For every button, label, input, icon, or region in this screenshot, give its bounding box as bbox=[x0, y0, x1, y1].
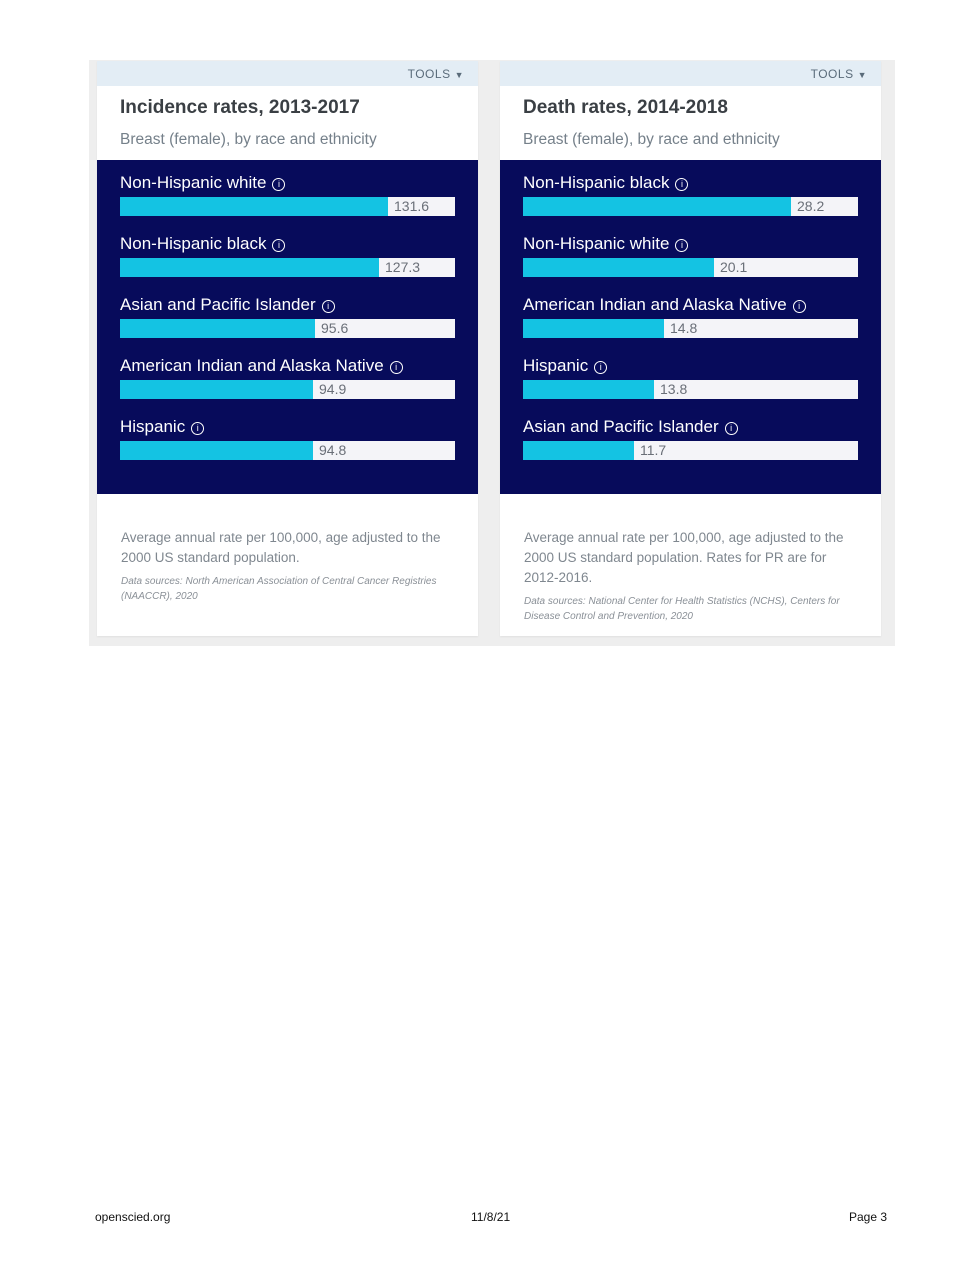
info-icon[interactable]: i bbox=[390, 361, 403, 374]
bar-row bbox=[523, 355, 858, 397]
note-text: Average annual rate per 100,000, age adjusted to the 2000 US standard population. bbox=[121, 530, 441, 565]
category-label bbox=[120, 233, 455, 255]
category-label bbox=[523, 355, 858, 377]
bar bbox=[120, 441, 313, 460]
bar-panel bbox=[500, 160, 881, 494]
note-text: Average annual rate per 100,000, age adjusted to the 2000 US standard population. Rates for PR are for 2012-2016. bbox=[524, 530, 844, 585]
category-label bbox=[120, 416, 455, 438]
bar-value-label: 11.7 bbox=[640, 442, 667, 458]
bar-row bbox=[120, 416, 455, 458]
toolbar bbox=[500, 61, 881, 86]
category-label bbox=[523, 233, 858, 255]
death-card bbox=[500, 61, 881, 636]
bar-row bbox=[523, 233, 858, 275]
tools-button[interactable]: TOOLS ▼ bbox=[810, 67, 867, 81]
bar-track bbox=[523, 319, 858, 338]
tools-button[interactable]: TOOLS ▼ bbox=[407, 67, 464, 81]
category-text: Non-Hispanic black bbox=[523, 173, 670, 192]
bar-value-label: 95.6 bbox=[321, 320, 349, 336]
category-label bbox=[523, 172, 858, 194]
category-label bbox=[523, 416, 858, 438]
bar-panel bbox=[97, 160, 478, 494]
bar-row bbox=[120, 233, 455, 275]
category-text: American Indian and Alaska Native bbox=[523, 295, 787, 314]
bar-track bbox=[120, 197, 455, 216]
category-text: Non-Hispanic white bbox=[120, 173, 267, 192]
chart-note bbox=[524, 528, 859, 624]
bar-value-label: 14.8 bbox=[670, 320, 698, 336]
category-text: Non-Hispanic white bbox=[523, 234, 670, 253]
footer-date: 11/8/21 bbox=[471, 1210, 511, 1224]
bar-track bbox=[523, 197, 858, 216]
bar-value-label: 94.8 bbox=[319, 442, 347, 458]
bar bbox=[523, 258, 714, 277]
bar-value-label: 131.6 bbox=[394, 198, 430, 214]
category-label bbox=[523, 294, 858, 316]
bar-value-label: 13.8 bbox=[660, 381, 688, 397]
bar-row bbox=[120, 355, 455, 397]
info-icon[interactable]: i bbox=[322, 300, 335, 313]
chart-subtitle: Breast (female), by race and ethnicity bbox=[120, 131, 377, 148]
bar bbox=[120, 380, 313, 399]
bar-track bbox=[120, 258, 455, 277]
bar-value-label: 20.1 bbox=[720, 259, 748, 275]
category-label bbox=[120, 355, 455, 377]
bar bbox=[523, 197, 791, 216]
incidence-card bbox=[97, 61, 478, 636]
info-icon[interactable]: i bbox=[725, 422, 738, 435]
info-icon[interactable]: i bbox=[272, 239, 285, 252]
info-icon[interactable]: i bbox=[272, 178, 285, 191]
bar-track bbox=[120, 319, 455, 338]
chart-title: Death rates, 2014-2018 bbox=[523, 97, 728, 118]
bar bbox=[120, 197, 388, 216]
chart-subtitle: Breast (female), by race and ethnicity bbox=[523, 131, 780, 148]
bar-track bbox=[523, 441, 858, 460]
bar-value-label: 127.3 bbox=[385, 259, 421, 275]
info-icon[interactable]: i bbox=[675, 239, 688, 252]
toolbar bbox=[97, 61, 478, 86]
category-text: American Indian and Alaska Native bbox=[120, 356, 384, 375]
bar bbox=[120, 258, 379, 277]
category-text: Hispanic bbox=[120, 417, 186, 436]
caret-down-icon: ▼ bbox=[857, 70, 867, 80]
info-icon[interactable]: i bbox=[594, 361, 607, 374]
category-label bbox=[120, 294, 455, 316]
bar-value-label: 28.2 bbox=[797, 198, 825, 214]
category-text: Hispanic bbox=[523, 356, 589, 375]
category-text: Non-Hispanic black bbox=[120, 234, 267, 253]
bar-value-label: 94.9 bbox=[319, 381, 347, 397]
bar-track bbox=[120, 441, 455, 460]
data-source: Data sources: National Center for Health Statistics (NCHS), Centers for Disease Control and Prevention, 2020 bbox=[524, 596, 840, 622]
bar bbox=[120, 319, 315, 338]
category-text: Asian and Pacific Islander bbox=[523, 417, 719, 436]
data-source: Data sources: North American Association of Central Cancer Registries (NAACCR), 2020 bbox=[121, 576, 437, 602]
bar-track bbox=[523, 258, 858, 277]
info-icon[interactable]: i bbox=[793, 300, 806, 313]
info-icon[interactable]: i bbox=[675, 178, 688, 191]
bar bbox=[523, 441, 634, 460]
bar-row bbox=[523, 172, 858, 214]
footer-site: openscied.org bbox=[95, 1210, 171, 1224]
info-icon[interactable]: i bbox=[191, 422, 204, 435]
bar-row bbox=[523, 294, 858, 336]
chart-note bbox=[121, 528, 456, 604]
bar-row bbox=[523, 416, 858, 458]
bar-row bbox=[120, 294, 455, 336]
bar bbox=[523, 319, 664, 338]
bar-track bbox=[523, 380, 858, 399]
chart-title: Incidence rates, 2013-2017 bbox=[120, 97, 360, 118]
footer-page: Page 3 bbox=[849, 1210, 888, 1224]
category-label bbox=[120, 172, 455, 194]
bar-row bbox=[120, 172, 455, 214]
category-text: Asian and Pacific Islander bbox=[120, 295, 316, 314]
bar bbox=[523, 380, 654, 399]
bar-track bbox=[120, 380, 455, 399]
caret-down-icon: ▼ bbox=[454, 70, 464, 80]
